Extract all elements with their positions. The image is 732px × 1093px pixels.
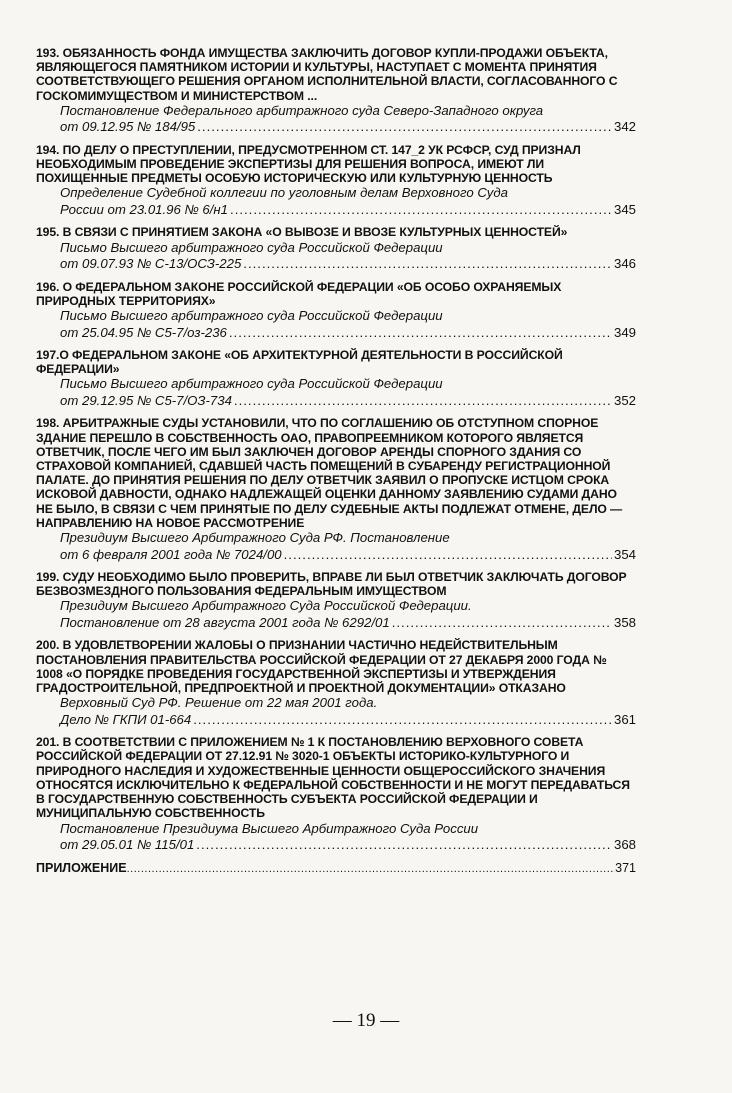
entry-title: 195. В СВЯЗИ С ПРИНЯТИЕМ ЗАКОНА «О ВЫВОЗЕ И ВВОЗЕ КУЛЬТУРНЫХ ЦЕННОСТЕЙ» [36,225,568,240]
source-reference [60,837,636,854]
dot-leader [230,202,612,219]
source-text: Постановление Федерального арбитражного суда Северо-Западного округа [60,102,544,118]
source-text: Письмо Высшего арбитражного суда Российской Федерации [60,308,443,324]
toc-entry-193 [36,46,636,136]
entry-title: 198. АРБИТРАЖНЫЕ СУДЫ УСТАНОВИЛИ, ЧТО ПО СОГЛАШЕНИЮ ОБ ОТСТУПНОМ СПОРНОЕ ЗДАНИЕ ПЕРЕШЛО В СОБСТВЕННОСТЬ ОАО, ПРАВОПРЕЕМНИКОМ КОТОРОГО ЯВЛЯЕТСЯ ОТВЕТЧИК, ПОСЛЕ ЧЕГО ИМ БЫЛ ЗАКЛЮЧЕН ДОГОВОР АРЕНДЫ СПОРНОГО ЗДАНИЯ СО СТРАХОВОЙ КОМПАНИЕЙ, СДАВШЕЙ ЧАСТЬ ПОМЕЩЕНИЙ В СУБАРЕНДУ РЕГИСТРАЦИОННОЙ ПАЛАТЕ. ДО ПРИНЯТИЯ РЕШЕНИЯ ПО ДЕЛУ ОТВЕТЧИК ЗАЯВИЛ О ПРОПУСКЕ ИСТЦОМ СРОКА ИСКОВОЙ ДАВНОСТИ, ОДНАКО НАДЛЕЖАЩЕЙ ОЦЕНКИ ДАННОМУ ЗАЯВЛЕНИЮ СУДАМИ ДАНО НЕ БЫЛО, В СВЯЗИ С ЧЕМ ПРИНЯТЫЕ ПО ДЕЛУ СУДЕБНЫЕ АКТЫ ПОДЛЕЖАТ ОТМЕНЕ, ДЕЛО — НАПРАВЛЕНИЮ НА НОВОЕ РАССМОТРЕНИЕ [36,416,623,530]
source-text: Определение Судебной коллегии по уголовным делам Верховного Суда [60,185,508,201]
page-ref: 358 [613,614,636,630]
source-text: Президиум Высшего Арбитражного Суда Российской Федерации. [60,598,472,614]
entry-title: 199. СУДУ НЕОБХОДИМО БЫЛО ПРОВЕРИТЬ, ВПРАВЕ ЛИ БЫЛ ОТВЕТЧИК ЗАКЛЮЧАТЬ ДОГОВОР БЕЗВОЗМЕЗДНОГО ПОЛЬЗОВАНИЯ ФЕДЕРАЛЬНЫМ ИМУЩЕСТВОМ [36,570,627,599]
entry-title: 200. В УДОВЛЕТВОРЕНИИ ЖАЛОБЫ О ПРИЗНАНИИ ЧАСТИЧНО НЕДЕЙСТВИТЕЛЬНЫМ ПОСТАНОВЛЕНИЯ ПРАВИТЕЛЬСТВА РОССИЙСКОЙ ФЕДЕРАЦИИ ОТ 27 ДЕКАБРЯ 2000 ГОДА № 1008 «О ПОРЯДКЕ ПРОВЕДЕНИЯ ГОСУДАРСТВЕННОЙ ЭКСПЕРТИЗЫ И УТВЕРЖДЕНИЯ ГРАДОСТРОИТЕЛЬНОЙ, ПРЕДПРОЕКТНОЙ И ПРОЕКТНОЙ ДОКУМЕНТАЦИИ» ОТКАЗАНО [36,638,607,696]
toc-entry-197 [36,348,636,409]
reference-text: от 29.12.95 № С5-7/ОЗ-734 [60,392,232,408]
entry-source [36,308,636,341]
toc-appendix [36,861,636,875]
reference-text: России от 23.01.96 № 6/н1 [60,201,229,217]
page-ref: 361 [613,711,636,727]
page-ref: 345 [613,201,636,217]
reference-text: Дело № ГКПИ 01-664 [60,711,192,727]
toc-entry-194 [36,143,636,219]
toc-entry-198 [36,416,636,563]
reference-text: от 29.05.01 № 115/01 [60,837,195,852]
entry-source [36,103,636,136]
appendix-page-ref: 371 [615,860,636,875]
page-ref: 349 [613,324,636,340]
appendix-label: ПРИЛОЖЕНИЕ [36,860,127,875]
entry-source [36,240,636,273]
source-reference [60,393,636,410]
reference-text: Постановление от 28 августа 2001 года № 6292/01 [60,614,390,630]
source-reference [60,119,636,136]
page-ref: 368 [613,837,636,852]
reference-text: от 09.12.95 № 184/95 [60,119,196,135]
source-text: Постановление Президиума Высшего Арбитражного Суда России [60,820,479,836]
source-reference [60,615,636,632]
toc-entry-200 [36,638,636,728]
dot-leader [127,863,616,875]
entry-title: 193. ОБЯЗАННОСТЬ ФОНДА ИМУЩЕСТВА ЗАКЛЮЧИТЬ ДОГОВОР КУПЛИ-ПРОДАЖИ ОБЪЕКТА, ЯВЛЯЮЩЕГОСЯ ПАМЯТНИКОМ ИСТОРИИ И КУЛЬТУРЫ, НАСТУПАЕТ С МОМЕНТА ПРИНЯТИЯ СООТВЕТСТВУЮЩЕГО РЕШЕНИЯ ОРГАНОМ ИСПОЛНИТЕЛЬНОЙ ВЛАСТИ, СОГЛАСОВАННОГО С ГОСКОМИМУЩЕСТВОМ И МИНИСТЕРСТВОМ ... [36,46,618,103]
page-ref: 352 [613,392,636,408]
source-reference [60,712,636,729]
reference-text: от 25.04.95 № С5-7/оз-236 [60,324,227,340]
source-reference [60,325,636,342]
entry-title: 194. ПО ДЕЛУ О ПРЕСТУПЛЕНИИ, ПРЕДУСМОТРЕННОМ СТ. 147_2 УК РСФСР, СУД ПРИЗНАЛ НЕОБХОДИМЫМ ПРОВЕДЕНИЕ ЭКСПЕРТИЗЫ ДЛЯ РЕШЕНИЯ ВОПРОСА, ИМЕЮТ ЛИ ПОХИЩЕННЫЕ ПРЕДМЕТЫ ОСОБУЮ ИСТОРИЧЕСКУЮ ИЛИ КУЛЬТУРНУЮ ЦЕННОСТЬ [36,142,581,186]
dot-leader [392,615,612,632]
page-ref: 354 [613,546,636,562]
dot-leader [196,837,612,854]
source-reference [60,202,636,219]
entry-source [36,695,636,728]
toc-entry-196 [36,280,636,341]
entry-source [36,530,636,563]
dot-leader [243,256,612,273]
entry-source [36,185,636,218]
source-text: Верховный Суд РФ. Решение от 22 мая 2001 года. [60,695,378,711]
page-ref: 346 [613,256,636,272]
dot-leader [229,325,612,342]
source-reference [60,256,636,273]
page-number: — 19 — [332,1010,400,1031]
toc-entry-201 [36,735,636,853]
reference-text: от 6 февраля 2001 года № 7024/00 [60,546,282,562]
source-text: Президиум Высшего Арбитражного Суда РФ. Постановление [60,530,450,546]
source-text: Письмо Высшего арбитражного суда Российской Федерации [60,239,443,255]
toc-entry-195 [36,225,636,272]
reference-text: от 09.07.93 № С-13/ОСЗ-225 [60,256,242,272]
source-text: Письмо Высшего арбитражного суда Российской Федерации [60,376,443,392]
page-ref: 342 [613,119,636,135]
entry-source [36,598,636,631]
dot-leader [284,547,612,564]
entry-title: 197.О ФЕДЕРАЛЬНОМ ЗАКОНЕ «ОБ АРХИТЕКТУРНОЙ ДЕЯТЕЛЬНОСТИ В РОССИЙСКОЙ ФЕДЕРАЦИИ» [36,348,563,377]
table-of-contents [36,46,636,875]
dot-leader [193,712,612,729]
source-reference [60,547,636,564]
entry-source [36,376,636,409]
dot-leader [234,393,612,410]
entry-source [36,821,636,854]
toc-entry-199 [36,570,636,631]
dot-leader [197,119,612,136]
entry-title: 196. О ФЕДЕРАЛЬНОМ ЗАКОНЕ РОССИЙСКОЙ ФЕДЕРАЦИИ «ОБ ОСОБО ОХРАНЯЕМЫХ ПРИРОДНЫХ ТЕРРИТОРИЯХ» [36,279,562,308]
entry-title: 201. В СООТВЕТСТВИИ С ПРИЛОЖЕНИЕМ № 1 К ПОСТАНОВЛЕНИЮ ВЕРХОВНОГО СОВЕТА РОССИЙСКОЙ ФЕДЕРАЦИИ ОТ 27.12.91 № 3020-1 ОБЪЕКТЫ ИСТОРИКО-КУЛЬТУРНОГО И ПРИРОДНОГО НАСЛЕДИЯ И ХУДОЖЕСТВЕННЫЕ ЦЕННОСТИ ОБЩЕРОССИЙСКОГО ЗНАЧЕНИЯ ОТНОСЯТСЯ ИСКЛЮЧИТЕЛЬНО К ФЕДЕРАЛЬНОЙ СОБСТВЕННОСТИ И НЕ МОГУТ ПЕРЕДАВАТЬСЯ В ГОСУДАРСТВЕННУЮ СОБСТВЕННОСТЬ СУБЪЕКТА РОССИЙСКОЙ ФЕДЕРАЦИИ И МУНИЦИПАЛЬНУЮ СОБСТВЕННОСТЬ [36,735,630,821]
